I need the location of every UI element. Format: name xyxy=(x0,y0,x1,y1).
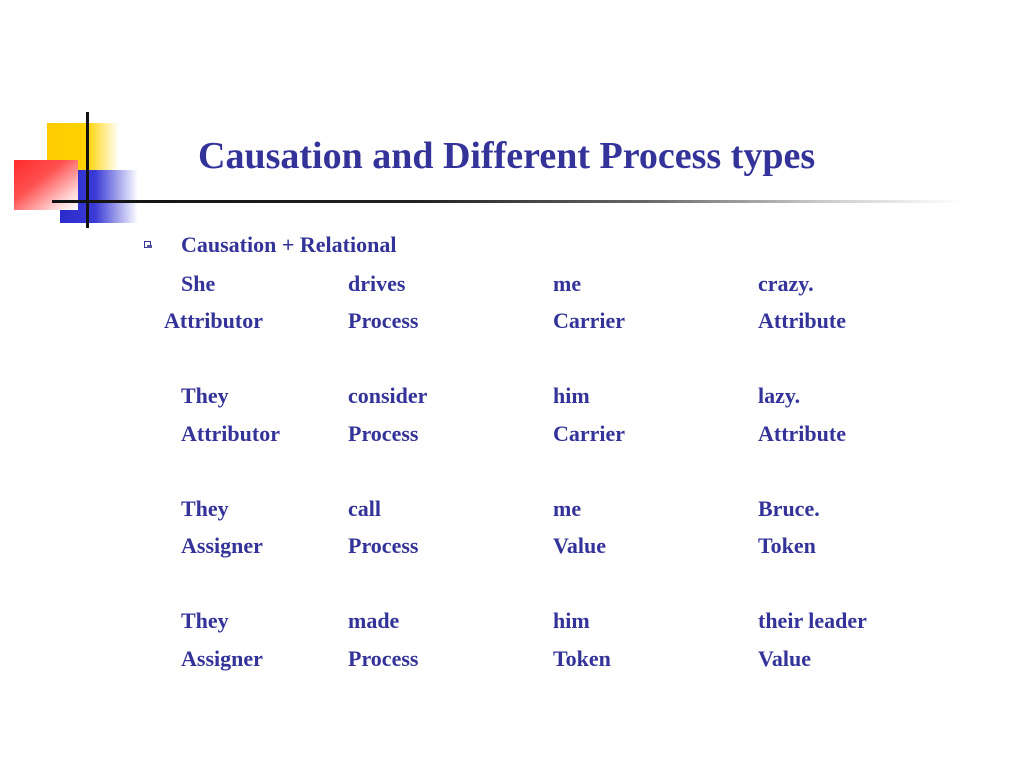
table-cell: crazy. xyxy=(758,271,814,296)
table-cell: me xyxy=(553,496,582,521)
table-cell: Value xyxy=(553,533,606,558)
table-cell: Assigner xyxy=(181,533,263,558)
table-cell: him xyxy=(553,608,590,633)
table-cell: their leader xyxy=(758,608,867,633)
table-cell: They xyxy=(181,496,229,521)
bullet-heading: Causation + Relational xyxy=(181,232,397,257)
table-cell: She xyxy=(181,271,216,296)
slide-title: Causation and Different Process types xyxy=(198,135,816,177)
table-cell: drives xyxy=(348,271,406,296)
table-cell: Process xyxy=(348,421,419,446)
table-cell: Token xyxy=(553,646,611,671)
square-bullet-icon xyxy=(144,241,151,248)
table-cell: They xyxy=(181,608,229,633)
table-cell: Bruce. xyxy=(758,496,820,521)
title-underline xyxy=(52,200,962,203)
table-cell: Carrier xyxy=(553,421,626,446)
table-cell: Attribute xyxy=(758,421,846,446)
table-cell: Process xyxy=(348,308,419,333)
table-cell: Assigner xyxy=(181,646,263,671)
table-cell: Attribute xyxy=(758,308,846,333)
table-cell: Value xyxy=(758,646,811,671)
table-cell: call xyxy=(348,496,381,521)
table-cell: made xyxy=(348,608,400,633)
table-cell: Token xyxy=(758,533,816,558)
table-cell: consider xyxy=(348,383,428,408)
table-cell: Process xyxy=(348,646,419,671)
table-cell: Carrier xyxy=(553,308,626,333)
table-cell: They xyxy=(181,383,229,408)
table-cell: Attributor xyxy=(164,308,263,333)
table-cell: Process xyxy=(348,533,419,558)
table-cell: me xyxy=(553,271,582,296)
table-cell: lazy. xyxy=(758,383,801,408)
decorative-vertical-line xyxy=(86,112,89,228)
table-cell: Attributor xyxy=(181,421,280,446)
table-cell: him xyxy=(553,383,590,408)
